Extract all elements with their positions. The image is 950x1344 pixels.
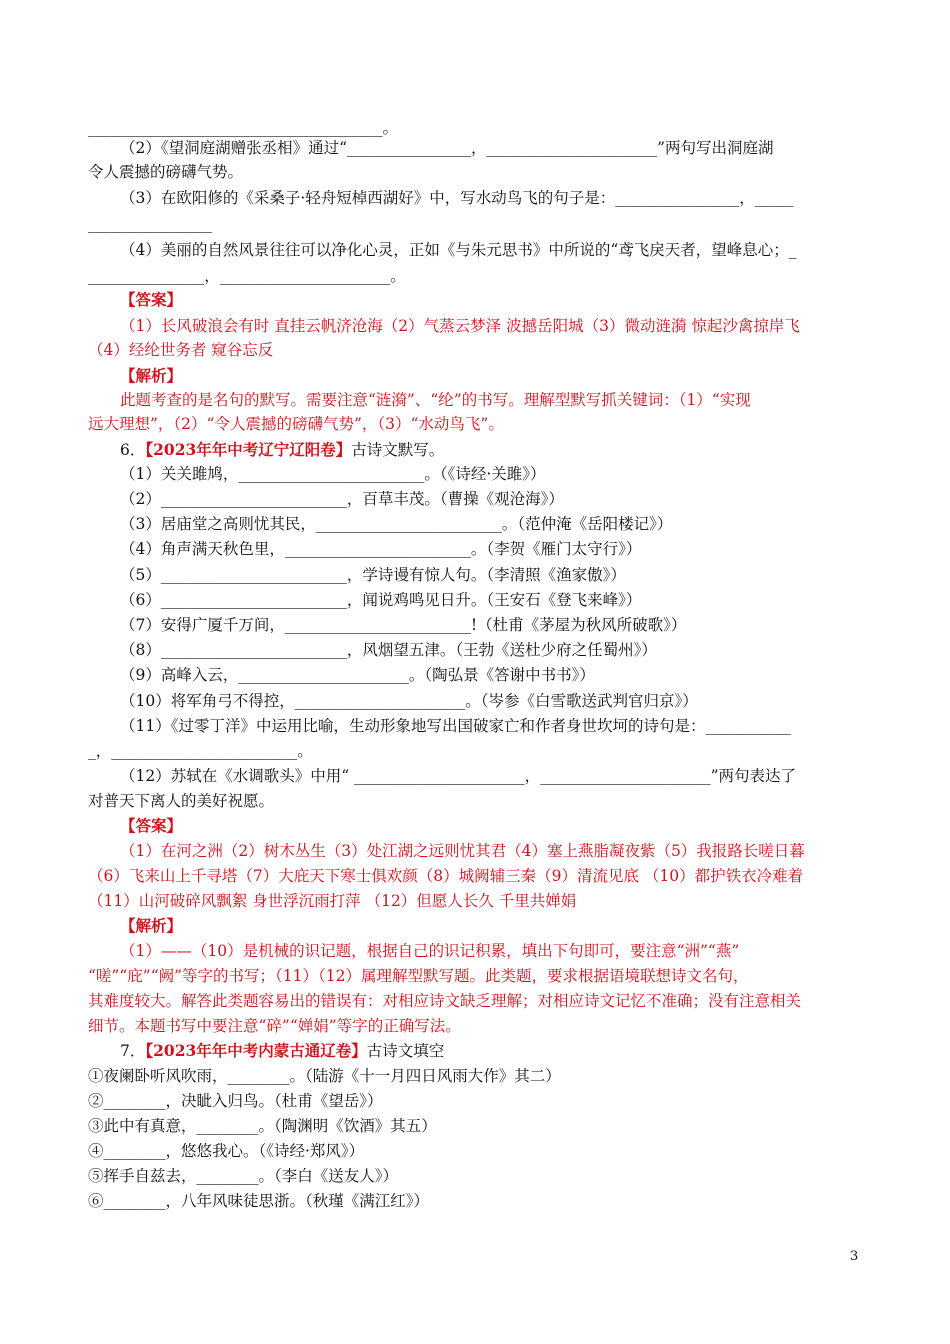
text-line: （10）将军角弓不得控，______________________。（岑参《白雪歌送武判官归京》） <box>120 692 698 710</box>
answer-line: （1）长风破浪会有时 直挂云帆济沧海（2）气蒸云梦泽 波撼岳阳城（3）微动涟漪 惊起沙禽掠岸飞 <box>120 317 800 335</box>
question-number: 6． <box>120 441 146 459</box>
page-number: 3 <box>850 1249 859 1264</box>
text-line: ③此中有真意，________。（陶渊明《饮酒》其五） <box>88 1117 437 1135</box>
answer-heading: 【答案】 <box>120 816 183 835</box>
answer-heading: 【答案】 <box>120 290 183 309</box>
analysis-line: 远大理想”，（2）“令人震撼的磅礴气势”，（3）“水动鸟飞”。 <box>88 415 504 433</box>
answer-line: （6）飞来山上千寻塔（7）大庇天下寒士俱欢颜（8）城阙辅三秦（9）清流见底 （10）都护铁衣冷难着 <box>88 867 804 885</box>
text-line: ①夜阑卧听风吹雨，________。（陆游《十一月四日风雨大作》其二） <box>88 1067 561 1085</box>
text-line: ⑥________，八年风味徒思浙。（秋瑾《满江红》） <box>88 1192 430 1210</box>
analysis-line: 细节。本题书写中要注意“碎”“婵娟”等字的正确写法。 <box>88 1017 461 1035</box>
text-line: ______________________________________。 <box>88 119 399 137</box>
text-line: _，________________________。 <box>88 742 313 760</box>
question-source: 【2023年年中考辽宁辽阳卷】 <box>145 440 352 459</box>
analysis-heading: 【解析】 <box>120 366 183 385</box>
analysis-line: 此题考查的是名句的默写。需要注意“涟漪”、“纶”的书写。理解型默写抓关键词：（1）“实现 <box>120 391 751 409</box>
analysis-line: （1）——（10）是机械的识记题，根据自己的识记积累，填出下句即可，要注意“洲”“燕” <box>120 942 740 960</box>
question-heading <box>120 438 878 462</box>
text-line: 令人震撼的磅礴气势。 <box>88 163 244 181</box>
text-line: 对普天下离人的美好祝愿。 <box>88 792 275 810</box>
text-line: _______________，______________________。 <box>88 267 406 285</box>
text-line: ________________ <box>88 215 212 233</box>
analysis-line: 其难度较大。解答此类题容易出的错误有：对相应诗文缺乏理解；对相应诗文记忆不准确；没有注意相关 <box>88 992 802 1010</box>
answer-line: （11）山河破碎风飘絮 身世浮沉雨打萍 （12）但愿人长久 千里共婵娟 <box>88 892 577 910</box>
analysis-line: “嗟”“庇”“阙”等字的书写；（11）（12）属理解型默写题。此类题，要求根据语境联想诗文名句， <box>88 967 749 985</box>
text-line: （7）安得广厦千万间，________________________!（杜甫《茅屋为秋风所破歌》） <box>120 616 687 634</box>
answer-line: （4）经纶世务者 窥谷忘反 <box>88 341 274 359</box>
text-line: （4）美丽的自然风景往往可以净化心灵，正如《与朱元思书》中所说的“鸢飞戾天者，望峰息心；_ <box>120 241 797 259</box>
text-line: ④________，悠悠我心。（《诗经·郑风》） <box>88 1142 365 1160</box>
question-heading <box>120 1039 878 1063</box>
answer-line: （1）在河之洲（2）树木丛生（3）处江湖之远则忧其君（4）塞上燕脂凝夜紫（5）我报路长嗟日暮 <box>120 842 805 860</box>
text-line: （12）苏轼在《水调歌头》中用“ ______________________，______________________”两句表达了 <box>120 767 796 785</box>
question-source: 【2023年年中考内蒙古通辽卷】 <box>145 1041 367 1060</box>
text-line: （2）________________________，百草丰茂。（曹操《观沧海》） <box>120 490 564 508</box>
text-line: （11）《过零丁洋》中运用比喻，生动形象地写出国破家亡和作者身世坎坷的诗句是：___________ <box>120 717 791 735</box>
question-title: 古诗文填空 <box>366 1042 445 1060</box>
text-line: （1）关关雎鸠，________________________。（《诗经·关雎》） <box>120 465 546 483</box>
text-line: （3）居庙堂之高则忧其民，________________________。（范仲淹《岳阳楼记》） <box>120 515 673 533</box>
text-line: （8）________________________，风烟望五津。（王勃《送杜少府之任蜀州》） <box>120 641 657 659</box>
analysis-heading: 【解析】 <box>120 916 183 935</box>
question-title: 古诗文默写。 <box>351 441 445 459</box>
text-line: （5）________________________，学诗谩有惊人句。（李清照《渔家傲》） <box>120 566 626 584</box>
text-line: ②________，决眦入归鸟。（杜甫《望岳》） <box>88 1092 383 1110</box>
text-line: （2）《望洞庭湖赠张丞相》通过“________________，______________________”两句写出洞庭湖 <box>120 139 774 157</box>
text-line: ⑤挥手自兹去，________。（李白《送友人》） <box>88 1167 399 1185</box>
text-line: （3）在欧阳修的《采桑子·轻舟短棹西湖好》中，写水动鸟飞的句子是：________________，_____ <box>120 189 794 207</box>
question-number: 7． <box>120 1042 146 1060</box>
text-line: （6）________________________，闻说鸡鸣见日升。（王安石《登飞来峰》） <box>120 591 642 609</box>
text-line: （9）高峰入云，______________________。（陶弘景《答谢中书书》） <box>120 666 595 684</box>
text-line: （4）角声满天秋色里，________________________。（李贺《雁门太守行》） <box>120 540 642 558</box>
